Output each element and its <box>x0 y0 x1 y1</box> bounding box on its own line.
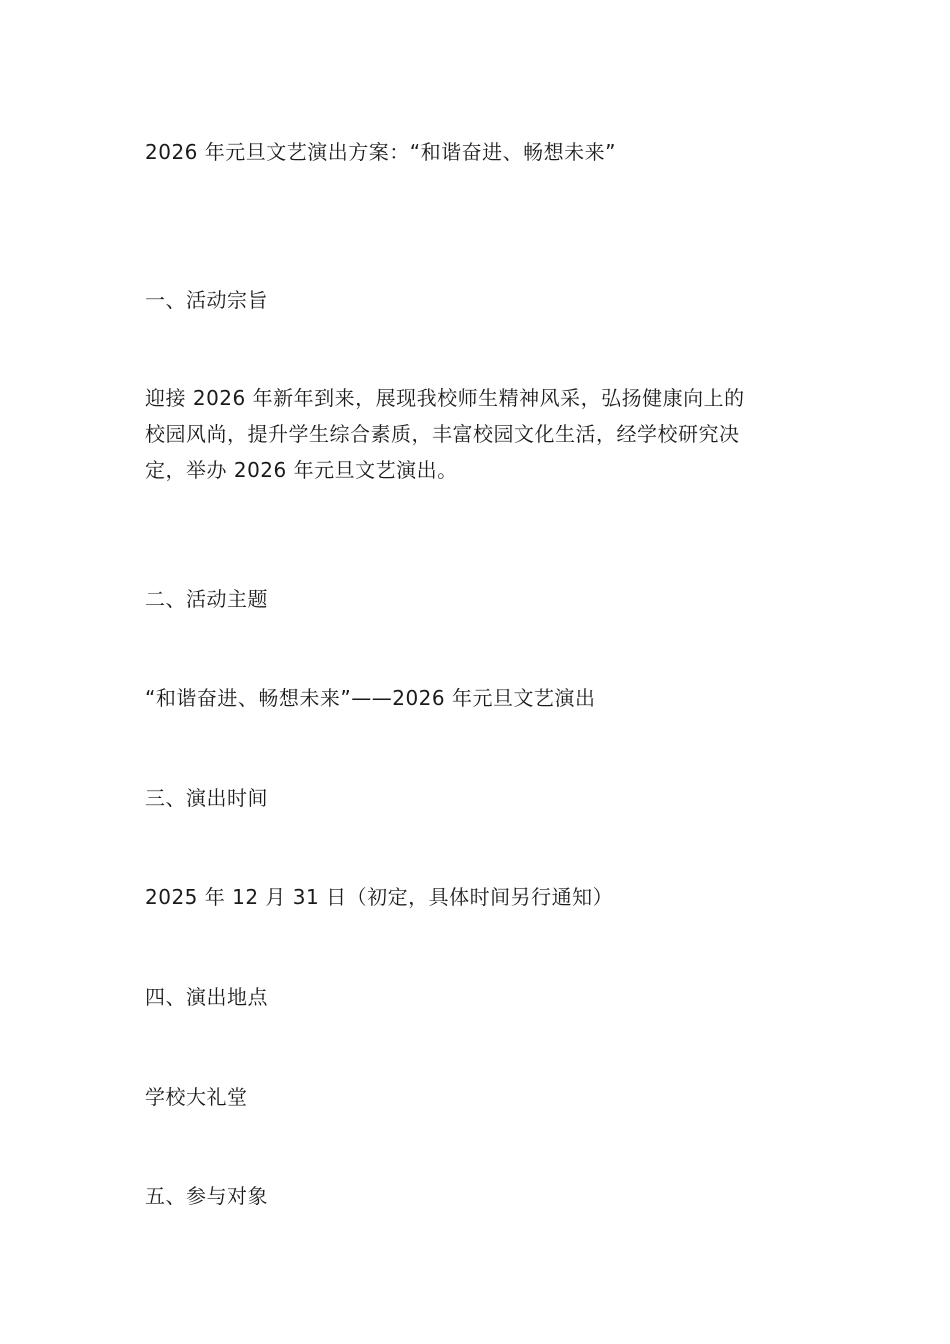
section-body-theme: “和谐奋进、畅想未来”——2026 年元旦文艺演出 <box>145 686 596 710</box>
section-body-purpose <box>145 380 810 488</box>
paragraph-line: 迎接 2026 年新年到来，展现我校师生精神风采，弘扬健康向上的 <box>145 386 745 410</box>
section-heading-time: 三、演出时间 <box>145 786 268 810</box>
section-heading-venue: 四、演出地点 <box>145 985 268 1009</box>
document-title: 2026 年元旦文艺演出方案：“和谐奋进、畅想未来” <box>145 140 616 164</box>
section-body-venue: 学校大礼堂 <box>145 1085 248 1109</box>
paragraph-line: 定，举办 2026 年元旦文艺演出。 <box>145 458 458 482</box>
section-body-time: 2025 年 12 月 31 日（初定，具体时间另行通知） <box>145 885 614 909</box>
section-heading-participants: 五、参与对象 <box>145 1184 268 1208</box>
section-heading-theme: 二、活动主题 <box>145 587 268 611</box>
paragraph-line: 校园风尚，提升学生综合素质，丰富校园文化生活，经学校研究决 <box>145 422 740 446</box>
section-heading-purpose: 一、活动宗旨 <box>145 288 268 312</box>
